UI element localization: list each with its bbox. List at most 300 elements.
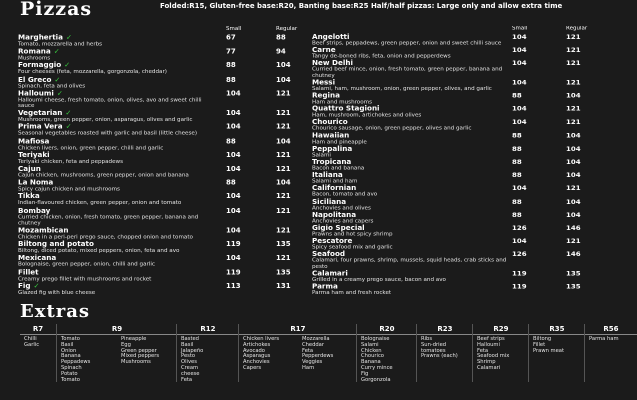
regular-price: 121 — [276, 89, 291, 98]
small-price: 104 — [226, 89, 241, 98]
extras-title: Extras — [20, 301, 91, 322]
pizza-column-left — [18, 26, 303, 296]
small-price: 88 — [226, 75, 236, 84]
item-name: Cajun — [18, 163, 41, 173]
extras-items — [417, 335, 473, 360]
extras-item-list — [117, 337, 177, 383]
menu-item — [18, 207, 303, 227]
extras-price-heading: R23 — [417, 324, 473, 335]
extras-items — [177, 335, 239, 383]
extras-price-heading: R20 — [357, 324, 417, 335]
extras-price-heading: R56 — [585, 324, 637, 335]
item-description: Chicken in a peri-peri prego sauce, chopped onion and tomato — [18, 234, 193, 241]
menu-item — [312, 132, 592, 145]
menu-item — [18, 165, 303, 179]
extras-item: Potato — [61, 370, 78, 377]
extras-item: Halloumi — [477, 341, 500, 348]
item-description: Bacon and banana — [312, 165, 365, 172]
extras-item: Prawn meat — [533, 347, 564, 354]
regular-price: 121 — [566, 118, 581, 127]
extras-item: Gorgonzola — [361, 376, 391, 383]
menu-item — [18, 179, 303, 193]
regular-price: 135 — [276, 240, 291, 249]
extras-item: Pineapple — [121, 336, 147, 342]
menu-item — [312, 238, 592, 251]
item-name: Hawaiian — [312, 130, 350, 140]
small-price: 104 — [226, 164, 241, 173]
item-description: Mushrooms — [18, 55, 51, 62]
item-name: Tropicana — [312, 157, 352, 166]
extras-price-heading: R7 — [20, 324, 56, 335]
item-name: Italiana — [312, 170, 343, 179]
item-name: El Greco ✓ — [18, 74, 61, 84]
extras-item-list — [298, 337, 357, 372]
extras-items — [585, 335, 637, 343]
item-description: Curried beef mince, onion, fresh tomato, green pepper, banana and chutney — [312, 67, 503, 79]
regular-price: 146 — [566, 224, 581, 232]
extras-item: Seafood mix — [477, 353, 510, 360]
small-price: 119 — [226, 268, 241, 277]
vegetarian-tick-icon: ✓ — [65, 108, 72, 118]
item-description: Indian-flavoured chicken, green pepper, onion and tomato — [18, 200, 182, 207]
item-description: Cajun chicken, mushrooms, green pepper, onion and banana — [18, 172, 189, 179]
extras-price-heading: R9 — [57, 324, 177, 335]
extras-items — [529, 335, 585, 354]
extras-item-list — [57, 337, 117, 383]
menu-item — [18, 89, 303, 109]
regular-price: 121 — [276, 206, 291, 215]
extras-item: Feta — [477, 347, 489, 354]
small-size-label: Small — [226, 26, 242, 32]
item-description: Ham and pineapple — [312, 139, 367, 145]
menu-item — [312, 198, 592, 211]
extras-item: Onion — [61, 347, 77, 354]
regular-price: 104 — [566, 171, 581, 179]
extras-item: Ham — [302, 364, 315, 371]
extras-item: Egg — [121, 341, 131, 348]
menu-item — [18, 282, 303, 296]
regular-price: 131 — [276, 282, 291, 290]
extras-item: Veggies — [302, 359, 323, 366]
regular-size-label: Regular — [566, 26, 588, 32]
item-description: Spicy cajun chicken and mushrooms — [18, 186, 120, 193]
page-title: Pizzas — [20, 0, 93, 20]
extras-item-list — [177, 337, 239, 383]
extras-column — [238, 324, 357, 382]
menu-item — [312, 33, 592, 46]
small-price: 119 — [226, 240, 241, 249]
menu-item — [18, 109, 303, 123]
regular-price: 104 — [566, 197, 581, 206]
menu-item — [18, 48, 303, 62]
small-price: 104 — [226, 226, 241, 235]
extras-price-heading: R35 — [529, 324, 585, 335]
small-price: 104 — [512, 237, 527, 246]
extras-item-list — [20, 337, 56, 349]
item-description: Teriyaki chicken, feta and peppadews — [18, 158, 124, 165]
item-description: Mushrooms, green pepper, onion, asparagus, olives and garlic — [18, 117, 193, 124]
small-price: 88 — [226, 61, 236, 70]
small-price: 88 — [512, 197, 522, 206]
extras-item: Capers — [243, 364, 262, 371]
menu-item — [312, 47, 592, 60]
extras-item: Basted — [181, 336, 199, 342]
small-price: 104 — [226, 151, 241, 159]
vegetarian-tick-icon: ✓ — [33, 281, 40, 290]
regular-price: 88 — [276, 33, 286, 42]
vegetarian-tick-icon: ✓ — [53, 46, 60, 56]
small-price: 104 — [512, 78, 527, 87]
menu-item — [312, 145, 592, 158]
small-price: 119 — [512, 269, 527, 278]
regular-price: 121 — [566, 33, 581, 41]
regular-price: 121 — [276, 192, 291, 201]
extras-item: Anchovies — [243, 359, 270, 366]
regular-price: 121 — [276, 164, 291, 173]
extras-item-list — [529, 337, 585, 354]
extras-table — [20, 324, 619, 386]
extras-item: Mushrooms — [121, 359, 151, 366]
regular-price: 121 — [276, 123, 291, 132]
regular-price: 104 — [566, 131, 581, 140]
small-price: 104 — [512, 118, 527, 127]
extras-column — [176, 324, 239, 382]
extras-item: Fillet — [533, 341, 546, 348]
regular-price: 135 — [566, 269, 581, 278]
extras-item: Avocado — [243, 347, 265, 354]
regular-price: 146 — [566, 250, 581, 259]
menu-item — [18, 151, 303, 165]
small-price: 113 — [226, 282, 241, 290]
item-description: Four cheeses (feta, mozzarella, gorgonzola, cheddar) — [18, 69, 167, 76]
extras-item: Ribs — [421, 336, 433, 342]
extras-item: Artichokes — [243, 341, 271, 348]
menu-item — [18, 62, 303, 76]
item-name: Angelotti — [312, 32, 350, 41]
extras-column — [356, 324, 417, 382]
item-name: Prima Vera ✓ — [18, 122, 72, 132]
extras-item-list — [357, 337, 417, 383]
small-price: 126 — [512, 224, 527, 232]
menu-item — [18, 34, 303, 48]
extras-item: Banana — [361, 359, 381, 366]
extras-item: Mozzarella — [302, 336, 330, 342]
extras-item-list — [585, 337, 637, 343]
item-name: Halloumi ✓ — [18, 88, 63, 98]
extras-item: Chicken — [361, 347, 382, 354]
extras-item: Biltong — [533, 336, 552, 342]
small-price: 126 — [512, 250, 527, 259]
item-description: Salami — [312, 152, 331, 159]
regular-price: 121 — [276, 109, 291, 118]
regular-price: 104 — [276, 178, 291, 187]
menu-item — [18, 193, 303, 207]
menu-item — [312, 185, 592, 198]
item-name: Fig ✓ — [18, 281, 40, 290]
regular-price: 104 — [566, 92, 581, 100]
extras-items — [57, 335, 177, 383]
menu-item — [312, 270, 592, 283]
item-name: Parma — [312, 282, 338, 291]
regular-price: 135 — [276, 268, 291, 277]
item-name: Pescatore — [312, 236, 353, 246]
pizza-list-left — [18, 34, 303, 296]
small-price: 88 — [512, 171, 522, 179]
item-description: Anchovies and capers — [312, 218, 374, 225]
item-name: Bombay — [18, 205, 51, 215]
item-description: Salami, ham, mushroom, onion, green pepper, olives, and garlic — [312, 86, 492, 92]
vegetarian-tick-icon: ✓ — [65, 122, 72, 132]
extras-item: Garlic — [24, 341, 40, 348]
vegetarian-tick-icon: ✓ — [54, 74, 61, 84]
small-price: 88 — [512, 211, 522, 219]
extras-price-heading: R17 — [239, 324, 357, 335]
extras-item: Basil — [61, 341, 74, 348]
regular-price: 121 — [566, 59, 581, 68]
item-description: Prawns and hot spicy shrimp — [312, 231, 393, 238]
menu-item — [18, 240, 303, 254]
item-name: Carne — [312, 45, 336, 55]
extras-column — [416, 324, 473, 382]
item-name: Calamari — [312, 268, 348, 278]
menu-item — [312, 92, 592, 105]
item-name: Quattro Stagioni — [312, 104, 380, 113]
item-description: Bolognaise, green pepper, onion, chilli and garlic — [18, 262, 155, 269]
item-name: Biltong and potato — [18, 239, 94, 249]
small-price: 104 — [226, 192, 241, 201]
menu-item — [18, 227, 303, 241]
small-price: 104 — [226, 254, 241, 263]
item-name: Marghertia ✓ — [18, 32, 73, 42]
extras-item: Cheddar — [302, 341, 324, 348]
small-price: 77 — [226, 47, 236, 56]
small-price: 104 — [226, 206, 241, 215]
item-description: Calamari, four prawns, shrimp, mussels, squid heads, crab sticks and pesto — [312, 258, 507, 270]
item-name: Formaggio ✓ — [18, 60, 71, 70]
extras-item: Tomato — [61, 336, 80, 342]
extras-item: Spinach — [61, 364, 82, 371]
small-price: 119 — [512, 283, 527, 291]
extras-item: Parma ham — [589, 336, 619, 342]
item-name: Chourico — [312, 117, 348, 127]
price-header — [312, 26, 592, 33]
regular-price: 104 — [566, 211, 581, 219]
menu-item — [18, 123, 303, 137]
item-name: La Noma — [18, 177, 54, 187]
item-name: Siciliana — [312, 196, 347, 206]
item-description: Curried chicken, onion, fresh tomato, green pepper, banana and chutney — [18, 214, 199, 227]
item-name: Tikka — [18, 191, 40, 201]
item-name: Mafiosa — [18, 136, 50, 145]
extras-items — [20, 335, 56, 349]
pizza-column-right — [312, 26, 592, 296]
menu-item — [312, 60, 592, 79]
extras-item: Beef strips — [477, 336, 505, 342]
small-price: 104 — [226, 109, 241, 118]
extras-item-list — [473, 337, 529, 372]
extras-item: tomatoes — [421, 347, 446, 354]
extras-item: Chilli — [24, 336, 37, 342]
regular-price: 121 — [566, 46, 581, 55]
menu-item — [312, 211, 592, 224]
small-price: 67 — [226, 33, 236, 42]
regular-size-label: Regular — [276, 26, 298, 32]
small-price: 104 — [512, 105, 527, 113]
item-description: Creamy prego fillet with mushrooms and rocket — [18, 276, 152, 282]
extras-item: Prawns (each) — [421, 353, 458, 360]
regular-price: 104 — [276, 61, 291, 70]
small-price: 88 — [226, 178, 236, 187]
menu-item — [18, 137, 303, 151]
extras-item: Curry mince — [361, 364, 393, 371]
item-name: Romana ✓ — [18, 46, 60, 56]
extras-item: Tomato — [61, 376, 80, 383]
base-options-note: Folded:R15, Gluten-free base:R20, Banting base:R25 Half/half pizzas: Large only and allow extra time — [160, 2, 563, 10]
extras-items — [357, 335, 417, 383]
extras-item: Pesto — [181, 353, 196, 360]
extras-item: Cream — [181, 364, 199, 371]
extras-item: Fig — [361, 370, 369, 377]
extras-item: Peppadews — [61, 359, 91, 366]
small-price: 88 — [512, 158, 522, 166]
menu-item — [312, 224, 592, 237]
menu-item — [312, 283, 592, 296]
small-price: 88 — [512, 92, 522, 100]
item-description: Anchovies and olives — [312, 205, 371, 211]
small-price: 88 — [512, 145, 522, 153]
extras-item: Jalapeño — [181, 347, 204, 354]
small-price: 104 — [512, 46, 527, 55]
regular-price: 104 — [276, 75, 291, 84]
item-description: Beef strips, peppadews, green pepper, onion and sweet chilli sauce — [312, 40, 502, 47]
extras-item: Bolognaise — [361, 336, 390, 342]
regular-price: 94 — [276, 47, 286, 56]
extras-item: Sun-dried — [421, 341, 447, 348]
small-price: 104 — [512, 59, 527, 68]
regular-price: 121 — [566, 78, 581, 87]
item-description: Seasonal vegetables roasted with garlic and basil (little cheese) — [18, 131, 198, 137]
extras-item-list — [239, 337, 298, 372]
regular-price: 135 — [566, 283, 581, 291]
extras-item: Chicken livers — [243, 336, 280, 342]
vegetarian-tick-icon: ✓ — [65, 32, 73, 42]
item-name: Teriyaki — [18, 150, 50, 159]
regular-price: 104 — [566, 145, 581, 153]
extras-item: cheese — [181, 370, 200, 377]
item-name: Regina — [312, 91, 340, 100]
small-price: 104 — [512, 33, 527, 41]
item-name: Vegetarian ✓ — [18, 108, 72, 118]
small-price: 104 — [226, 123, 241, 132]
extras-item: Feta — [302, 347, 314, 354]
menu-item — [312, 158, 592, 171]
extras-item: Olives — [181, 359, 197, 366]
extras-item: Basil — [181, 341, 194, 348]
item-description: Salami and ham — [312, 178, 358, 185]
extras-item: Banana — [61, 353, 81, 360]
extras-item: Pepperdews — [302, 353, 334, 360]
extras-column — [20, 324, 56, 382]
extras-item-list — [417, 337, 473, 360]
menu-item — [312, 251, 592, 270]
extras-items — [239, 335, 357, 372]
extras-column — [584, 324, 637, 382]
item-name: Californian — [312, 183, 357, 193]
small-price: 104 — [512, 184, 527, 193]
item-name: Napolitana — [312, 210, 357, 219]
regular-price: 104 — [276, 137, 291, 145]
small-size-label: Small — [512, 26, 528, 32]
item-description: Bacon, tomato and avo — [312, 192, 378, 198]
item-description: Chicken livers, onion, green pepper, chilli and garlic — [18, 144, 164, 151]
regular-price: 104 — [566, 158, 581, 166]
item-name: Peppalina — [312, 144, 353, 153]
regular-price: 121 — [276, 226, 291, 235]
menu-item — [18, 268, 303, 282]
extras-column — [472, 324, 529, 382]
menu-item — [312, 119, 592, 132]
small-price: 88 — [226, 137, 236, 145]
regular-price: 121 — [566, 184, 581, 193]
item-description: Spicy seafood mix and garlic — [312, 245, 393, 251]
item-name: Mexicana — [18, 253, 57, 263]
menu-item — [312, 105, 592, 118]
regular-price: 121 — [566, 237, 581, 246]
menu-item — [18, 76, 303, 90]
menu-item — [312, 79, 592, 92]
extras-price-heading: R29 — [473, 324, 529, 335]
extras-item: Feta — [181, 376, 193, 383]
pizza-list-right — [312, 33, 592, 296]
item-name: Gigio Special — [312, 223, 365, 232]
item-description: Ham and mushrooms — [312, 99, 373, 106]
extras-item: Shrimp — [477, 359, 496, 366]
regular-price: 121 — [276, 254, 291, 263]
item-description: Biltong, diced potato, mixed peppers, onion, feta and avo — [18, 248, 180, 255]
extras-item: Mixed peppers — [121, 353, 160, 360]
extras-item: Asparagus — [243, 353, 271, 360]
regular-price: 121 — [566, 105, 581, 113]
item-description: Ham, mushroom, artichokes and olives — [312, 112, 422, 119]
item-description: Spinach, feta and olives — [18, 83, 86, 90]
menu-item — [18, 254, 303, 268]
extras-item: Chourico — [361, 353, 384, 360]
item-name: New Delhi — [312, 58, 353, 68]
item-description: Glazed fig with blue cheese — [18, 289, 96, 296]
vegetarian-tick-icon: ✓ — [56, 88, 63, 98]
item-description: Tangy de-boned ribs, feta, onion and pepperdews — [312, 54, 451, 60]
extras-column — [56, 324, 177, 382]
item-name: Mozambican — [18, 225, 69, 235]
item-name: Fillet — [18, 267, 39, 277]
extras-column — [528, 324, 585, 382]
item-description: Tomato, mozzarella and herbs — [18, 41, 103, 48]
item-name: Seafood — [312, 249, 346, 259]
extras-item: Calamari — [477, 364, 501, 371]
vegetarian-tick-icon: ✓ — [64, 60, 71, 70]
extras-price-heading: R12 — [177, 324, 239, 335]
item-description: Grilled in a creamy prego sauce, bacon and avo — [312, 277, 446, 283]
item-description: Halloumi cheese, fresh tomato, onion, olives, avo and sweet chilli sauce — [18, 97, 202, 110]
item-description: Parma ham and fresh rocket — [312, 290, 392, 297]
extras-items — [473, 335, 529, 372]
item-description: Chourico sausage, onion, green pepper, olives and garlic — [312, 126, 472, 132]
extras-item: Green pepper — [121, 347, 157, 354]
regular-price: 121 — [276, 151, 291, 159]
extras-item: Salami — [361, 341, 379, 348]
small-price: 88 — [512, 131, 522, 140]
item-name: Messi — [312, 77, 336, 87]
